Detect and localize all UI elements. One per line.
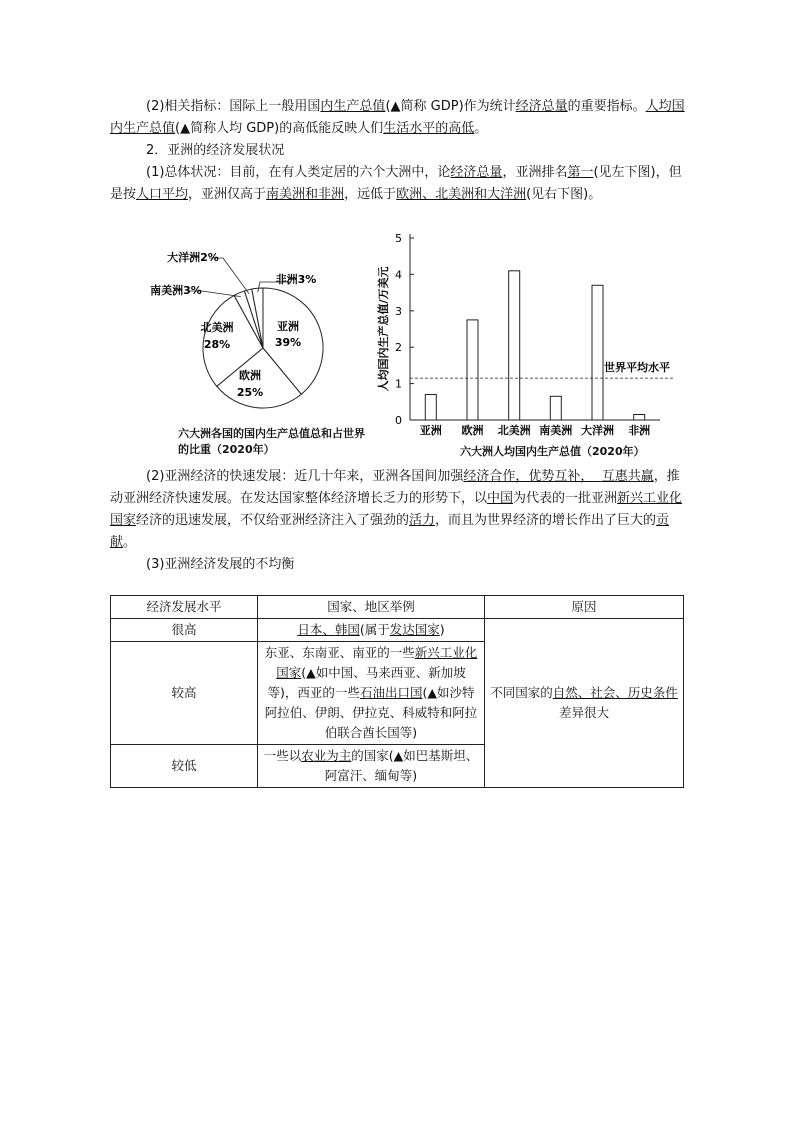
paragraph-indicators: (2)相关指标：国际上一般用国内生产总值(▲简称 GDP)作为统计经济总量的重要指标。人均国内生产总值(▲简称人均 GDP)的高低能反映人们生活水平的高低。: [110, 99, 685, 136]
bar: [592, 285, 603, 420]
table-header-row: [111, 596, 684, 619]
pie-outside-label: 南美洲3%: [150, 284, 202, 297]
bar-chart-title: 六大洲人均国内生产总值（2020年）: [460, 445, 645, 458]
bar: [509, 271, 520, 420]
table-cell-reason: 不同国家的自然、社会、历史条件 差异很大: [485, 619, 684, 788]
y-tick-label: 4: [395, 268, 402, 282]
economy-table: [110, 595, 684, 788]
table-cell-examples: 一些以农业为主的国家(▲如巴基斯坦、阿富汗、缅甸等): [258, 745, 485, 788]
table-cell-level: 很高: [111, 619, 258, 642]
y-tick-label: 1: [395, 377, 402, 391]
y-tick-label: 2: [395, 341, 402, 355]
bar-chart: [375, 228, 715, 443]
x-tick-label: 南美洲: [539, 424, 573, 437]
pie-slice-value: 39%: [274, 336, 302, 349]
charts-area: [110, 228, 700, 468]
table-header-cell: 原因: [485, 596, 684, 619]
pie-slice-label: 亚洲: [277, 320, 299, 333]
paragraph-fast-development: (2)亚洲经济的快速发展：近几十年来，亚洲各国间加强经济合作，优势互补， 互惠共赢，推动亚洲经济快速发展。在发达国家整体经济增长乏力的形势下，以中国为代表的一批亚洲新兴工业化国家经济的迅速发展，不仅给亚洲经济注入了强劲的活力，而且为世界经济的增长作出了巨大的贡献。: [110, 469, 683, 550]
x-tick-label: 亚洲: [419, 424, 442, 437]
pie-slice-value: 25%: [236, 386, 264, 399]
pie-chart: [110, 228, 370, 428]
table-cell-examples: 东亚、东南亚、南亚的一些新兴工业化国家(▲如中国、马来西亚、新加坡等)，西亚的一些石油出口国(▲如沙特阿拉伯、伊朗、伊拉克、科威特和阿拉伯联合酋长国等): [258, 642, 485, 745]
x-tick-label: 欧洲: [461, 424, 484, 437]
y-tick-label: 3: [395, 304, 402, 318]
bar: [467, 320, 478, 420]
y-tick-label: 0: [395, 414, 402, 427]
table-cell-level: 较低: [111, 745, 258, 788]
world-average-label: 世界平均水平: [604, 361, 670, 375]
table-header-cell: 国家、地区举例: [258, 596, 485, 619]
section-heading: 2．亚洲的经济发展状况: [146, 143, 285, 158]
pie-slice-value: 28%: [203, 338, 231, 351]
bar: [550, 396, 561, 420]
table-cell-level: 较高: [111, 642, 258, 745]
paragraph-overall: (1)总体状况：目前，在有人类定居的六个大洲中，论经济总量，亚洲排名第一(见左下图)，但是按人口平均，亚洲仅高于南美洲和非洲，远低于欧洲、北美洲和大洋洲(见右下图)。: [110, 165, 682, 202]
bar: [634, 415, 645, 421]
pie-slice-label: 北美洲: [200, 321, 234, 334]
pie-slice-label: 欧洲: [239, 369, 261, 382]
table-header-cell: 经济发展水平: [111, 596, 258, 619]
y-axis-label: 人均国内生产总值/万美元: [377, 266, 390, 392]
bar: [425, 395, 436, 421]
x-tick-label: 北美洲: [497, 424, 531, 437]
table-cell-examples: 日本、韩国(属于发达国家): [258, 619, 485, 642]
table-row: [111, 619, 684, 642]
y-tick-label: 5: [395, 232, 402, 245]
pie-outside-label: 非洲3%: [275, 273, 317, 286]
x-tick-label: 大洋洲: [581, 424, 614, 437]
x-tick-label: 非洲: [628, 424, 651, 437]
paragraph-imbalance: (3)亚洲经济发展的不均衡: [146, 557, 295, 572]
pie-chart-title: 六大洲各国的国内生产总值总和占世界的比重（2020年）: [178, 427, 365, 456]
pie-outside-label: 大洋洲2%: [167, 251, 219, 264]
